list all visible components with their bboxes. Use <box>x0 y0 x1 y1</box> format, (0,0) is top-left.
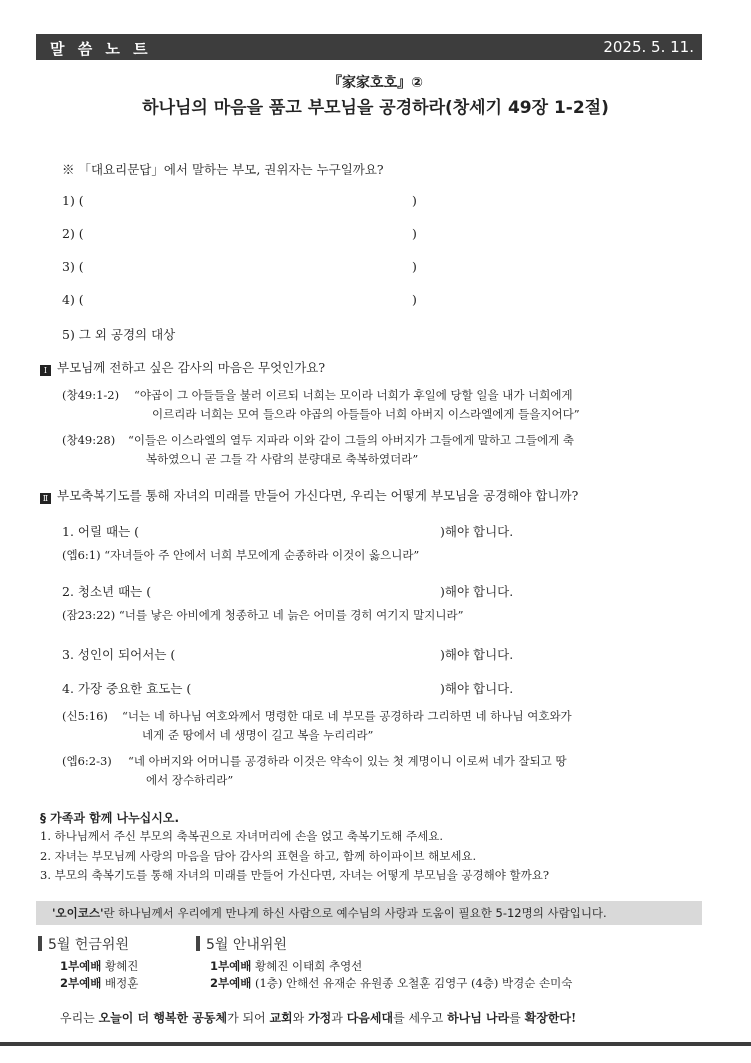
verse-gen49-28-line1: “이들은 이스라엘의 열두 지파라 이와 같이 그들의 아버지가 그들에게 말하고 그들에게 축 <box>128 433 575 447</box>
bottom-rule <box>0 1042 751 1046</box>
motto-bold: 하나님 나라 <box>447 1011 510 1025</box>
verse-deut5-16-line1: “너는 네 하나님 여호와께서 명령한 대로 네 부모를 공경하라 그리하면 네 하나님 여호와가 <box>122 709 572 723</box>
family-item-3: 3. 부모의 축복기도를 통해 자녀의 미래를 만들어 가신다면, 자녀는 어떻게 부모님을 공경해야 할까요? <box>40 868 550 882</box>
blank-2: 2) ( <box>62 226 84 241</box>
guides-names-2: (1층) 안해선 유재순 유원종 오철훈 김영구 (4층) 박경순 손미숙 <box>255 976 573 990</box>
verse-gen49-1-line1: “야곱이 그 아들들을 불러 이르되 너희는 모이라 너희가 후일에 당할 일을 내가 너희에게 <box>134 388 573 402</box>
oikos-banner <box>36 901 702 925</box>
guides-row-2 <box>210 975 572 991</box>
motto <box>60 1009 576 1026</box>
main-title: 하나님의 마음을 품고 부모님을 공경하라(창세기 49장 1-2절) <box>142 98 609 118</box>
blank-1-close: ) <box>412 193 417 208</box>
family-heading: § 가족과 함께 나누십시오. <box>40 811 180 825</box>
family-item-1: 1. 하나님께서 주신 부모의 축복권으로 자녀머리에 손을 얹고 축복기도해 주세요. <box>40 829 444 843</box>
blank-4: 4) ( <box>62 292 84 307</box>
offering-names-1: 황혜진 <box>105 959 139 973</box>
motto-part: 를 <box>509 1011 525 1025</box>
blank-3-close: ) <box>412 259 417 274</box>
section1-badge: Ⅰ <box>40 365 51 376</box>
oikos-text <box>52 905 607 921</box>
honor-item-1-suffix: )해야 합니다. <box>440 524 514 539</box>
offering-title: 5월 헌금위원 <box>48 937 129 953</box>
honor-item-1: 1. 어릴 때는 ( <box>62 524 140 539</box>
guides-bar <box>196 936 200 951</box>
motto-part: 과 <box>331 1011 347 1025</box>
motto-bold: 가정 <box>308 1011 332 1025</box>
honor-item-2-suffix: )해야 합니다. <box>440 584 514 599</box>
item-5: 5) 그 외 공경의 대상 <box>62 327 176 342</box>
verse-gen49-28-ref: (창49:28) <box>62 433 116 447</box>
offering-bar <box>38 936 42 951</box>
blank-4-close: ) <box>412 292 417 307</box>
section2-heading <box>40 486 578 504</box>
series-title: 『家家호호』② <box>328 75 423 91</box>
header-bar <box>36 34 702 60</box>
guides-heading <box>196 934 287 954</box>
motto-bold: 확장한다! <box>524 1011 577 1025</box>
verse-deut5-16-line2: 네게 준 땅에서 네 생명이 길고 복을 누리리라” <box>142 728 374 742</box>
guides-service-2: 2부예배 <box>210 976 252 990</box>
section1-heading <box>40 358 325 376</box>
motto-bold: 교회 <box>269 1011 293 1025</box>
offering-row-1 <box>60 958 138 974</box>
verse-gen49-1-line2: 이르리라 너희는 모여 들으라 야곱의 아들들아 너희 아버지 이스라엘에게 들을지어다” <box>152 407 580 421</box>
guides-service-1: 1부예배 <box>210 959 252 973</box>
oikos-desc: 란 하나님께서 우리에게 만나게 하신 사람으로 예수님의 사랑과 도움이 필요한 5-12명의 사람입니다. <box>103 906 607 920</box>
honor-item-4: 4. 가장 중요한 효도는 ( <box>62 681 192 696</box>
verse-gen49-28-line2: 복하였으니 곧 그들 각 사람의 분량대로 축복하였더라” <box>146 452 419 466</box>
motto-part: 가 되어 <box>227 1011 270 1025</box>
verse-eph6-2-ref: (엡6:2-3) <box>62 754 112 768</box>
section2-badge: Ⅱ <box>40 493 51 504</box>
honor-item-3-suffix: )해야 합니다. <box>440 647 514 662</box>
verse-gen49-1-ref: (창49:1-2) <box>62 388 120 402</box>
motto-bold: 다음세대 <box>346 1011 394 1025</box>
guides-row-1 <box>210 958 362 974</box>
verse-prov23-22: (잠23:22) “너를 낳은 아비에게 청종하고 네 늙은 어미를 경히 여기지 말지니라” <box>62 608 464 622</box>
honor-item-2: 2. 청소년 때는 ( <box>62 584 152 599</box>
blank-2-close: ) <box>412 226 417 241</box>
motto-bold: 오늘이 더 행복한 공동체 <box>98 1011 228 1025</box>
motto-part: 와 <box>292 1011 309 1025</box>
verse-deut5-16-ref: (신5:16) <box>62 709 108 723</box>
offering-names-2: 배정훈 <box>105 976 139 990</box>
header-date: 2025. 5. 11. <box>603 38 694 56</box>
motto-part: 우리는 <box>60 1011 99 1025</box>
offering-heading <box>38 934 129 954</box>
offering-row-2 <box>60 975 138 991</box>
motto-part: 를 세우고 <box>393 1011 448 1025</box>
verse-eph6-2-line1: “네 아버지와 어머니를 공경하라 이것은 약속이 있는 첫 계명이니 이로써 네가 잘되고 땅 <box>128 754 567 768</box>
family-item-2: 2. 자녀는 부모님께 사랑의 마음을 담아 감사의 표현을 하고, 함께 하이파이브 해보세요. <box>40 849 477 863</box>
blank-3: 3) ( <box>62 259 84 274</box>
intro-question: ※ 「대요리문답」에서 말하는 부모, 권위자는 누구일까요? <box>62 162 384 177</box>
oikos-term: '오이코스' <box>52 906 104 920</box>
section2-heading-text: 부모축복기도를 통해 자녀의 미래를 만들어 가신다면, 우리는 어떻게 부모님을 공경해야 합니까? <box>57 488 579 503</box>
blank-1: 1) ( <box>62 193 84 208</box>
honor-item-4-suffix: )해야 합니다. <box>440 681 514 696</box>
verse-eph6-2-line2: 에서 장수하리라” <box>146 773 234 787</box>
verse-eph6-1: (엡6:1) “자녀들아 주 안에서 너희 부모에게 순종하라 이것이 옳으니라” <box>62 548 420 562</box>
guides-names-1: 황혜진 이태희 추영선 <box>255 959 363 973</box>
offering-service-1: 1부예배 <box>60 959 102 973</box>
offering-service-2: 2부예배 <box>60 976 102 990</box>
honor-item-3: 3. 성인이 되어서는 ( <box>62 647 176 662</box>
section1-heading-text: 부모님께 전하고 싶은 감사의 마음은 무엇인가요? <box>57 360 326 375</box>
header-title: 말 씀 노 트 <box>50 40 152 58</box>
guides-title: 5월 안내위원 <box>206 937 287 953</box>
